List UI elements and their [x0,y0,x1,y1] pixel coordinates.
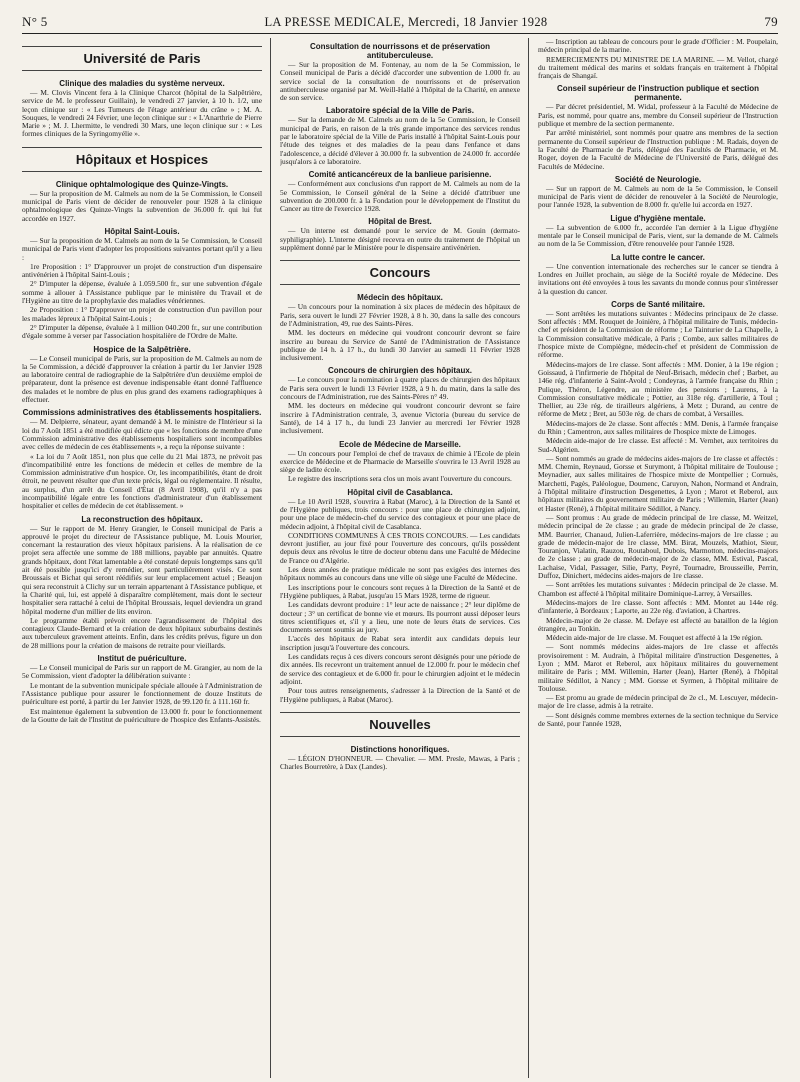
article-text: L'accès des hôpitaux de Rabat sera interdit aux candidats depuis leur inscription jusqu'à l'ouverture des concours. [280,634,520,652]
article-text: Médecins-majors de 1re classe. Sont affectés : MM. Donier, à la 19e région ; Goissaud, à l'infirmerie de l'hôpital de Neuf-Brisach, médecin chef ; Barbet, au 146e rég. d'infanterie à Saint-Avold ; Condeyras, à l'armée française du Rhin ; Pulique, Théron, Légendre, au ministère des pensions ; Laurens, à la Commission consultative médicale ; Pottier, au 318e rég. d'artillerie, à Toul ; Thellier, au 23e rég. de tirailleurs algériens, à Metz ; Durand, au centre de réforme de Metz ; Bret, au 503e rég. de chars de combat, à Versailles. [538,359,778,419]
article-text: — Sont désignés comme membres externes de la section technique du Service de Santé, pour l'année 1928, [538,710,778,729]
article-heading: Institut de puériculture. [97,654,187,664]
article-text: — Sont arrêtées les mutations suivantes : Médecins principaux de 2e classe. Sont affectés : MM. Rouquet de Joinière, à l'hôpital militaire de Tunis, médecin-chef et président de la Commission de réforme ; Le Tainturier de La Chapelle, à la Commission consultative médicale, à Paris ; Combe, aux salles militaires de l'hospice mixte de Compiègne, médecin-chef et président de Commission de réforme. [538,308,778,360]
article-text: Médecins-majors de 1re classe. Sont affectés : MM. Montet au 144e rég. d'infanterie, à Bordeaux ; Laporte, au 22e rég. d'aviation, à Chartres. [538,597,778,616]
newspaper-title: LA PRESSE MEDICALE, Mercredi, 18 Janvier 1928 [264,15,548,29]
article-text: Les candidats devront produire : 1° leur acte de naissance ; 2° leur diplôme de docteur ; 3° un certificat de bonne vie et mœurs. Ils pourront aussi déposer leurs titres scientifiques et, s'il y a lieu, une note de leurs états de services. Ces documents seront soumis au jury. [280,600,520,635]
columns [22,38,778,1078]
article-text: — M. Delpierre, sénateur, ayant demandé à M. le ministre de l'Intérieur si la loi du 7 Août 1851 a été modifiée qui édicte que « les fonctions de membre d'une Commission administrative des établissements hospitaliers sont incompatibles avec celles de médecin de ces établissements », a reçu la réponse suivante : [22,417,262,452]
column-3 [538,38,778,1078]
article-text: — Sont nommés au grade de médecins aides-majors de 1re classe et affectés : MM. Chemin, Reynaud, Gorsse et Surymont, à l'hôpital militaire de Toulouse ; Meynadier, aux salles militaires de l'hospice mixte de Montpellier ; Cornuès, Marchetti, Pagès, Paléologue, Doumenc, Caruyon, Nahon, Normand et Andrain, à l'hôpital militaire d'instruction Desgenettes, à Lyon ; Marot et Reberol, aux hôpitaux militaires du gouvernement militaire de Paris ; Willemin, Harter (Jean) et Haster (René), à l'hôpital militaire Sédillot, à Nancy. [538,453,778,513]
section-title-hopitaux: Hôpitaux et Hospices [22,147,262,172]
article-text: Médecin aide-major de 1re classe. Est affecté : M. Vernhet, aux territoires du Sud-Algérien. [538,436,778,454]
section-title-concours: Concours [280,260,520,285]
article-text: — Sont promus : Au grade de médecin principal de 1re classe, M. Weitzel, médecin principal de 2e classe ; au grade de médecin principal de 2e classe, MM. Baurrier, Chanaud, Julien-Laferrière, médecins-majors de 1re classe ; au grade de médecin-major de 1re classe, MM. Birat, Mouzels, Mathiot, Sieur, Touranjon, Vialatin, Rauzou, Routaboul, Dubois, Marmotton, médecins-majors de 2e classe ; au grade de médecin-major de 2e classe, MM. Estival, Pascal, Lachaise, Vidal, Passager, Silie, Party, Peyré, Tournadre, Brousseille, Perrin, Duffoz, Dinichert, médecins aides-majors de 1re classe. [538,512,778,581]
article-heading: La lutte contre le cancer. [611,252,705,262]
article-text: — M. Clovis Vincent fera à la Clinique Charcot (hôpital de la Salpêtrière, service de M. le professeur Guillain), le vendredi 27 janvier, à 10 h. 1/2, une leçon clinique sur : « Les Tumeurs de l'étage antérieur du crâne » ; M. A. Souques, le vendredi 24 Février, une leçon clinique sur : « L'Anarthrie de Pierre Marie » ; M. J. Lhermitte, le vendredi 30 Mars, une leçon clinique sur : « Les formes cliniques de la Syringomyélie ». [22,88,262,139]
article-heading: La reconstruction des hôpitaux. [81,514,203,524]
page-label: N° 5 [22,14,48,29]
article-heading: Clinique des maladies du système nerveux. [59,79,225,88]
article-text: « La loi du 7 Août 1851, non plus que celle du 21 Mai 1873, ne prévoit pas d'incompatibilité entre les fonctions de médecin et celles de membre de la Commission administrative d'un hospice. Or, les incompatibilités, étant de droit étroit, ne peuvent résulter que d'un texte précis, légal ou réglementaire. Il résulte, au surplus, d'un arrêt du Conseil d'État (8 Avril 1908), qu'il n'y a pas incompatibilité légale entre les fonctions d'administrateur d'un établissement hospitalier et celles de médecin de cet établissement. » [22,451,262,511]
article-text: Les inscriptions pour le concours sont reçues à la Direction de la Santé et de l'Hygiène publiques, à Rabat, jusqu'au 15 Mars 1928, terme de rigueur. [280,582,520,600]
article-heading: Concours de chirurgien des hôpitaux. [327,366,473,376]
article-text: 1re Proposition : 1° D'approuver un projet de construction d'un dispensaire antivénérien à l'hôpital Saint-Louis ; [22,261,262,280]
article-text: CONDITIONS COMMUNES À CES TROIS CONCOURS. — Les candidats devront justifier, au jour fixé pour l'ouverture des concours, qu'ils possèdent depuis deux ans révolus le titre de docteur obtenu dans une Faculté de Médecine de France ou d'Algérie. [280,530,520,565]
article-text: Médecin aide-major de 1re classe. M. Fouquet est affecté à la 19e région. [546,633,763,643]
article-heading: Distinctions honorifiques. [350,744,450,754]
article-text: MM. les docteurs en médecine qui voudront concourir devront se faire inscrire au bureau du Service de Santé de l'Administration de l'Assistance publique de 14 h. à 17 h., du lundi 30 Janvier au samedi 11 Février 1928 inclusivement. [280,328,520,363]
article-text: — Sur le rapport de M. Henry Grangier, le Conseil municipal de Paris a approuvé le projet du directeur de l'Assistance publique, M. Louis Mourier, concernant la restauration des vieux hôpitaux parisiens. À la réalisation de ce projet sera affectée une somme de 188 millions, payable par annuités. Quatre grands hôpitaux, dont l'état lamentable a été constaté depuis longtemps sans qu'il ait été possible jusqu'ici d'y remédier, sont particulièrement visés. Ce sont Broussais et Bichat qui seront réédifiés sur leur emplacement actuel ; Beaujon qui sera reconstruit à Clichy sur un terrain appartenant à l'Assistance publique, et la Charité qui, lui, est appelé à disparaître complètement, mais dont le secteur hospitalier sera rattaché à celui de l'hôpital Broussais, lequel deviendra un grand hôpital moderne d'un millier de lits environ. [22,523,262,616]
article-text: Le montant de la subvention municipale spéciale allouée à l'Administration de l'Assistance publique pour assurer le fonctionnement de douze Instituts de puériculture est porté, à partir du 1er Janvier 1928, de 99.120 fr. à 111.160 fr. [22,680,262,707]
column-2 [280,38,529,1078]
article-heading: Hôpital Saint-Louis. [104,226,180,236]
article-heading: Ecole de Médecine de Marseille. [339,439,461,449]
article-text: — Le Conseil municipal de Paris sur un rapport de M. Grangier, au nom de la 5e Commission, vient d'adopter la délibération suivante : [22,663,262,681]
article-text: — Un concours pour l'emploi de chef de travaux de chimie à l'Ecole de plein exercice de Médecine et de Pharmacie de Marseille s'ouvrira le 13 Avril 1928 au siège de ladite école. [280,448,520,475]
article-text: Le programme établi prévoit encore l'agrandissement de l'hôpital des contagieux Claude-Bernard et la création de deux hôpitaux suburbains destinés aux tuberculeux gravement atteints. Enfin, dans les crédits prévus, figure un don de 28 millions pour la création de maisons de retraite pour vieillards. [22,615,262,650]
article-text: — Sont nommés médecins aides-majors de 1re classe et affectés provisoirement : M. Audrain, à l'hôpital militaire d'instruction Desgenettes, à Lyon ; MM. Marot et Reberol, aux hôpitaux militaires du gouvernement militaire de Paris ; MM. Willemin, Harter (Jean), Harter (René), à l'hôpital militaire Sédillot, à Nancy ; MM. Gorsse et Syrmen, à l'hôpital militaire de Toulouse. [538,642,778,693]
article-text: — Inscription au tableau de concours pour le grade d'Officier : M. Poupelain, médecin principal de la marine. [538,38,778,55]
section-title-universite: Université de Paris [22,46,262,71]
section-title-nouvelles: Nouvelles [280,712,520,737]
article-text: MM. les docteurs en médecine qui voudront concourir devront se faire inscrire à l'Administration centrale, 3, avenue Victoria (bureau du service de Santé), de 14 à 17 h., du lundi 23 Janvier au mercredi 1er Février 1928 inclusivement. [280,401,520,436]
article-text: — Conformément aux conclusions d'un rapport de M. Calmels au nom de la 5e Commission, le Conseil général de la Seine a décidé d'attribuer une subvention de 200.000 fr. à la Fondation pour le développement de l'Institut du Cancer au titre de l'exercice 1928. [280,179,520,214]
article-text: — LÉGION D'HONNEUR. — Chevalier. — MM. Presle, Mawas, à Paris ; Charles Bourretère, à Dax (Landes). [280,753,520,772]
page-number: 79 [764,14,778,29]
article-text: — Sont arrêtées les mutations suivantes : Médecin principal de 2e classe. M. Chambon est affecté à l'hôpital militaire Dominique-Larrey, à Versailles. [538,580,778,598]
article-heading: Médecin des hôpitaux. [357,293,443,303]
article-text: — Un interne est demandé pour le service de M. Gouin (dermato-syphiligraphie). L'interne désigné recevra en outre du traitement de l'hôpital un supplément donné par le Ministère pour le dispensaire antivénérien. [280,226,520,253]
article-heading: Hôpital de Brest. [368,217,432,227]
article-text: — Sur la demande de M. Calmels au nom de la 5e Commission, le Conseil municipal de Paris, en raison de la très grande importance des services rendus par le laboratoire spécial de la Ville de Paris installé à l'hôpital Saint-Louis pour l'étude des teignes et des maladies de la peau dans l'enfance et dans l'adolescence, a décidé d'élever à 30.000 fr. la subvention de 24.000 fr. accordée jusqu'alors à ce laboratoire. [280,115,520,166]
article-heading: Hospice de la Salpêtrière. [93,344,191,354]
article-text: — Le 10 Avril 1928, s'ouvrira à Rabat (Maroc), à la Direction de la Santé et de l'Hygiène publiques, trois concours : pour une place de chirurgien adjoint, pour une place de médecin-chef du service des contagieux et pour une place de médecin adjoint, à l'hôpital civil de Casablanca. [280,496,520,531]
article-text: — Est promu au grade de médecin principal de 2e cl., M. Lescuyer, médecin-major de 1re classe, admis à la retraite. [538,693,778,711]
article-text: Les deux années de pratique médicale ne sont pas exigées des internes des hôpitaux nommés au concours dans une ville où siège une Faculté de Médecine. [280,565,520,583]
article-heading: Clinique ophtalmologique des Quinze-Vingts. [55,179,229,189]
article-text: 2e Proposition : 1° D'approuver un projet de construction d'un pavillon pour les malades lépreux à l'hôpital Saint-Louis ; [22,305,262,323]
column-1 [22,38,271,1078]
article-heading: Comité anticancéreux de la banlieue parisienne. [308,170,492,180]
article-text: — Un concours pour la nomination à six places de médecin des hôpitaux de Paris, sera ouvert le lundi 27 Février 1928, à 8 h. 30, dans la salle des concours de l'Administration, 49, rue des Saints-Pères. [280,302,520,328]
article-text: Les candidats reçus à ces divers concours seront désignés pour une période de dix années. Ils recevront un traitement annuel de 12.000 fr. pour le médecin chef de service des contagieux et de 6.000 fr. pour le chirurgien adjoint et le médecin adjoint. [280,652,520,686]
article-heading: Conseil supérieur de l'instruction publique et section permanente. [557,84,759,103]
article-heading: Société de Neurologie. [614,174,702,184]
article-heading: Corps de Santé militaire. [611,299,705,309]
article-text: — Le concours pour la nomination à quatre places de chirurgien des hôpitaux de Paris sera ouvert le lundi 13 Février 1928, à 9 h. du matin, dans la salle des concours de l'Administration, rue des Saints-Pères n° 49. [280,375,520,402]
page-header [22,14,778,30]
article-text: Est maintenue également la subvention de 13.000 fr. pour le fonctionnement de la Goutte de lait de l'Institut de puériculture de l'hospice des Enfants-Assistés. [22,706,262,724]
article-text: — Une convention internationale des recherches sur le cancer se tiendra à Londres en Juillet prochain, au siège de la Société royale de Médecine. Des invitations ont été envoyées à tous les savants du monde connus pour s'intéresser à la question du cancer. [538,261,778,296]
article-text: — Sur la proposition de M. Calmels au nom de la 5e Commission, le Conseil municipal de Paris vient de décider de renouveler pour 1928 à la clinique ophtalmologique des Quinze-Vingts la subvention de 36.000 fr. qui lui fut accordée en 1927. [22,188,262,223]
article-text: REMERCIEMENTS DU MINISTRE DE LA MARINE. — M. Vellot, chargé du traitement médical des marins et soldats français en traitement à l'hôpital français de Shangaï. [538,54,778,81]
article-heading: Hôpital civil de Casablanca. [347,487,453,497]
article-text: Le registre des inscriptions sera clos un mois avant l'ouverture du concours. [288,474,512,484]
article-text: — Le Conseil municipal de Paris, sur la proposition de M. Calmels au nom de la 5e Commission, a décidé d'approuver la création à partir du 1er Janvier 1928 au laboratoire central de radiographie de la Salpêtrière d'un deuxième emploi de préparateur, dont la présence est devenue indispensable étant donné l'affluence des malades et le nombre de plus en plus grand des examens radiographiques à effectuer. [22,353,262,405]
article-text: — Par décret présidentiel, M. Widal, professeur à la Faculté de Médecine de Paris, est nommé, pour quatre ans, membre du Conseil supérieur de l'Instruction publique et membre de la section permanente. [538,102,778,129]
article-heading: Laboratoire spécial de la Ville de Paris. [326,106,474,116]
article-text: Médecins-majors de 2e classe. Sont affectés : MM. Denis, à l'armée française du Rhin ; Camentron, aux salles militaires de l'hospice mixte de Limoges. [538,418,778,436]
article-heading: Ligue d'hygiène mentale. [610,213,706,223]
article-text: Médecin-major de 2e classe. M. Defaye est affecté au bataillon de la légion étrangère, au Tonkin. [538,615,778,633]
article-text: — Sur la proposition de M. Fontenay, au nom de la 5e Commission, le Conseil municipal de Paris a décidé d'accorder une subvention de 1.000 fr. au service social de la consultation de nourrissons et de préservation antituberculeuse organisé par M. Weill-Hallé à l'hôpital de la Charité, en annexe de son service. [280,60,520,103]
article-text: Pour tous autres renseignements, s'adresser à la Direction de la Santé et de l'Hygiène publiques, à Rabat (Maroc). [280,686,520,704]
article-text: 2° D'imputer la dépense, évaluée à 1.059.500 fr., sur une subvention d'égale somme à allouer à l'Assistance publique par le ministère du Travail et de l'Hygiène au titre de la prophylaxie des maladies vénériennes. [22,279,262,306]
article-text: — La subvention de 6.000 fr., accordée l'an dernier à la Ligue d'hygiène mentale par le Conseil municipal de Paris, vient, sur la demande de M. Calmels au nom de la 5e Commission, d'être renouvelée pour l'année 1928. [538,222,778,249]
article-heading: Commissions administratives des établissements hospitaliers. [22,408,262,418]
header-rule [22,33,778,34]
article-text: — Sur la proposition de M. Calmels au nom de la 5e Commission, le Conseil municipal de Paris vient d'adopter les propositions suivantes portant qu'il y a lieu : [22,235,262,262]
article-text: — Sur un rapport de M. Calmels au nom de la 5e Commission, le Conseil municipal de Paris vient de décider de renouveler à la Société de Neurologie, pour l'année 1928, la subvention de 8.000 fr. qu'elle lui accorda en 1927. [538,183,778,210]
article-text: Par arrêté ministériel, sont nommés pour quatre ans membres de la section permanente du Conseil supérieur de l'Instruction publique : M. Radais, doyen de la Faculté de Pharmacie de Paris, délégué des Facultés de Pharmacie, et M. Roger, doyen de la Faculté de Médecine de l'Université de Paris, délégué des Facultés de Médecine. [538,128,778,171]
article-heading: Consultation de nourrissons et de préservation antituberculeuse. [309,42,491,60]
article-text: 2° D'imputer la dépense, évaluée à 1 million 040.200 fr., sur une contribution d'égale somme à verser par l'association hospitalière de l'Ordre de Malte. [22,322,262,341]
